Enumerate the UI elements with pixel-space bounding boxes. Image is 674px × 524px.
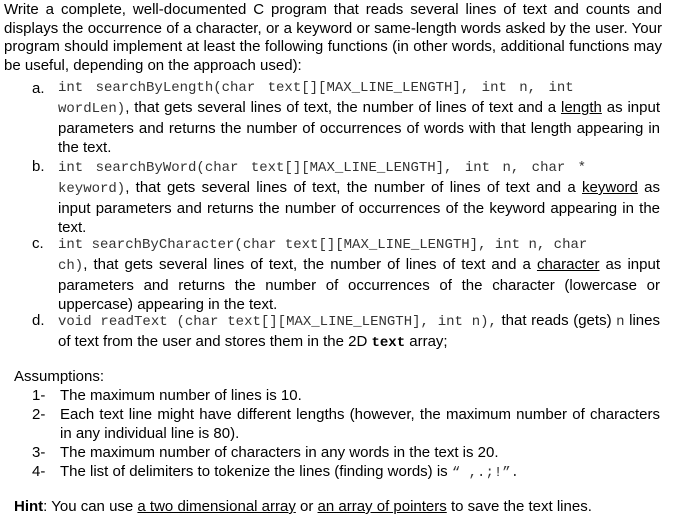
- item-marker-a: a.: [32, 80, 45, 97]
- assumption-number: 1-: [32, 387, 46, 404]
- item-text: , that gets several lines of text, the number of lines of text and a: [83, 256, 537, 273]
- hint-label: Hint: [14, 498, 44, 515]
- item-c-searchByCharacter: [58, 234, 660, 314]
- item-marker-c: c.: [32, 235, 44, 252]
- item-d-readText: [58, 311, 660, 353]
- code-signature-line-1: int searchByWord(char text[][MAX_LINE_LENGTH], int n, char *: [58, 160, 587, 176]
- code-signature-line-1: int searchByCharacter(char text[][MAX_LINE_LENGTH], int n, char: [58, 237, 588, 253]
- item-text: as input parameters and returns the number of occurrences of words with that length appearing in the text.: [58, 99, 660, 156]
- assumption-1: The maximum number of lines is 10.: [60, 387, 302, 404]
- hint-text: or: [295, 498, 318, 515]
- item-a-searchByLength: [58, 79, 660, 157]
- hint-line: [14, 497, 592, 516]
- item-marker-d: d.: [32, 312, 45, 329]
- code-signature-line-2: ch): [58, 258, 84, 274]
- intro-paragraph: Write a complete, well-documented C program that reads several lines of text and counts and displays the occurrence of a character, or a keyword or same-length words asked by the user. Your program should implement at least the following functions (in other words, additional functions may be useful, depending on the approach used):: [4, 1, 662, 74]
- item-b-searchByWord: [58, 157, 660, 237]
- item-text: as input parameters and returns the number of occurrences of the character (lowercase or uppercase) appearing in the text.: [58, 256, 660, 313]
- item-marker-b: b.: [32, 158, 45, 175]
- item-text: lines of text from the user and stores them in the 2D: [58, 312, 660, 350]
- item-text: array;: [405, 333, 448, 350]
- assumption-4: [60, 462, 660, 483]
- delimiter-list: “ ,.;!”.: [451, 465, 520, 481]
- item-text: that reads (gets): [496, 312, 617, 329]
- code-signature-line-2: keyword): [58, 181, 126, 197]
- assumption-3: The maximum number of characters in any words in the text is 20.: [60, 444, 499, 461]
- assumption-number: 4-: [32, 463, 46, 480]
- code-signature-line-1: int searchByLength(char text[][MAX_LINE_LENGTH], int n, int: [58, 80, 574, 96]
- item-text: , that gets several lines of text, the number of lines of text and a: [125, 179, 583, 196]
- code-param-n: n: [616, 314, 625, 330]
- code-array-name: text: [371, 335, 406, 351]
- hint-text: to save the text lines.: [446, 498, 592, 515]
- underlined-term: length: [561, 99, 602, 116]
- assumption-4-text: The list of delimiters to tokenize the lines (finding words) is: [60, 463, 452, 480]
- item-text: , that gets several lines of text, the number of lines of text and a: [125, 99, 561, 116]
- assumption-number: 3-: [32, 444, 46, 461]
- item-text: as input parameters and returns the number of occurrences of the keyword appearing in the text.: [58, 179, 660, 236]
- assumptions-heading: Assumptions:: [14, 368, 105, 385]
- hint-underlined-2d-array: a two dimensional array: [137, 498, 296, 515]
- assumption-2: Each text line might have different lengths (however, the maximum number of characters in any individual line is 80).: [60, 406, 660, 442]
- hint-underlined-pointer-array: an array of pointers: [317, 498, 447, 515]
- underlined-term: character: [536, 256, 600, 273]
- underlined-term: keyword: [582, 179, 638, 196]
- assumption-number: 2-: [32, 406, 46, 423]
- hint-text: : You can use: [43, 498, 138, 515]
- code-signature: void readText (char text[][MAX_LINE_LENGTH], int n),: [58, 314, 497, 330]
- code-signature-line-2: wordLen): [58, 101, 126, 117]
